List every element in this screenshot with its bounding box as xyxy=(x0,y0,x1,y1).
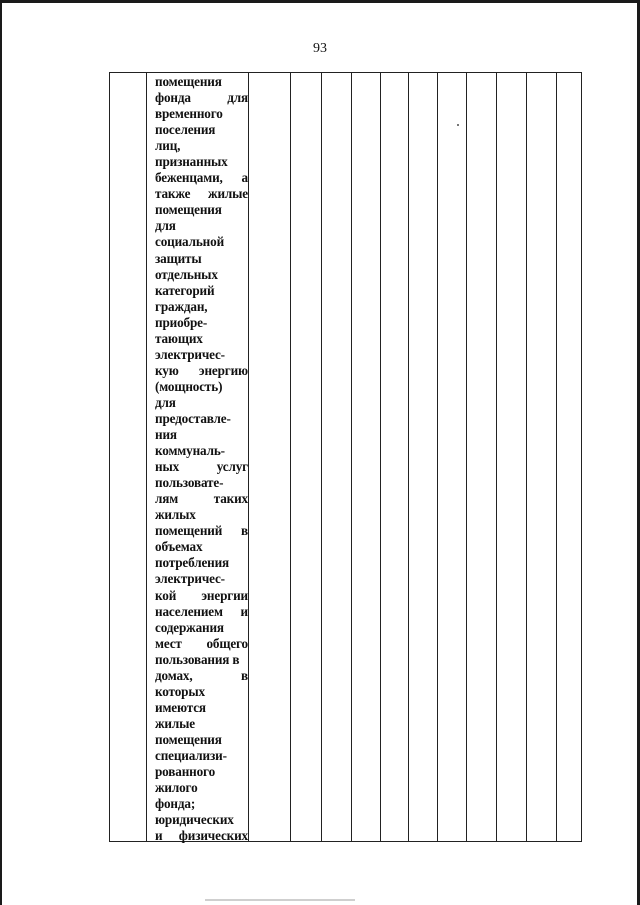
cell-word: энергию xyxy=(198,362,248,378)
cell-line xyxy=(155,636,248,652)
column-divider xyxy=(380,72,381,842)
cell-word: а xyxy=(241,170,248,186)
cell-word: и xyxy=(155,828,163,844)
cell-line: помещения xyxy=(155,74,222,89)
cell-word: помещений xyxy=(155,523,223,539)
cell-line: электричес- xyxy=(155,346,225,362)
cell-line: специализи- xyxy=(155,747,227,763)
cell-line: жилые xyxy=(155,715,195,731)
cell-line: пользования в xyxy=(155,651,240,667)
column-divider xyxy=(496,72,497,842)
cell-word: таких xyxy=(213,491,248,507)
cell-line: рованного xyxy=(155,764,216,780)
cell-line: фонда; xyxy=(155,796,196,812)
cell-line: поселения xyxy=(155,122,216,138)
cell-line xyxy=(155,170,248,186)
column-divider xyxy=(248,72,249,842)
cell-line: приобре- xyxy=(155,314,208,330)
cell-word: домах, xyxy=(155,667,193,683)
column-divider xyxy=(321,72,322,842)
cell-line: жилого xyxy=(155,780,198,796)
cell-line: (мощность) xyxy=(155,378,223,394)
cell-line xyxy=(155,491,248,507)
cell-line xyxy=(155,604,248,620)
scan-bottom-mark xyxy=(205,899,355,901)
column-divider xyxy=(556,72,557,842)
column-divider xyxy=(146,72,147,842)
cell-word: также xyxy=(155,186,191,202)
cell-line xyxy=(155,828,248,844)
cell-line xyxy=(155,588,248,604)
cell-line: лиц, xyxy=(155,138,181,154)
column-divider xyxy=(437,72,438,842)
cell-line: жилых xyxy=(155,507,196,523)
cell-word: для xyxy=(227,90,248,106)
cell-word: физических xyxy=(178,828,248,844)
cell-word: энергии xyxy=(201,587,248,603)
cell-word: жилые xyxy=(208,186,248,202)
cell-line: тающих xyxy=(155,330,203,346)
cell-line: временного xyxy=(155,106,223,122)
cell-line: категорий xyxy=(155,282,215,298)
cell-line: которых xyxy=(155,683,205,699)
cell-line: помещения xyxy=(155,202,222,218)
cell-word: кую xyxy=(155,362,179,378)
cell-line: юридических xyxy=(155,812,234,828)
column-divider xyxy=(526,72,527,842)
cell-line xyxy=(155,90,248,106)
cell-line xyxy=(155,668,248,684)
scan-edge-top xyxy=(0,0,640,3)
cell-word: фонда xyxy=(155,90,191,106)
page-number: 93 xyxy=(313,41,327,56)
description-cell xyxy=(155,74,248,844)
cell-line: коммуналь- xyxy=(155,443,225,459)
cell-line: ния xyxy=(155,427,177,443)
cell-line: для xyxy=(155,394,176,410)
cell-line: признанных xyxy=(155,154,228,170)
cell-word: в xyxy=(241,667,248,683)
cell-line: пользовате- xyxy=(155,475,224,491)
cell-line xyxy=(155,523,248,539)
cell-word: общего xyxy=(206,635,248,651)
cell-line: помещения xyxy=(155,731,222,747)
cell-line xyxy=(155,459,248,475)
column-divider xyxy=(351,72,352,842)
column-divider xyxy=(408,72,409,842)
cell-line xyxy=(155,186,248,202)
cell-word: кой xyxy=(155,587,177,603)
scan-speck xyxy=(457,124,459,126)
cell-line: граждан, xyxy=(155,298,208,314)
cell-line: отдельных xyxy=(155,266,218,282)
cell-word: населением xyxy=(155,603,223,619)
cell-line xyxy=(155,363,248,379)
cell-line: предоставле- xyxy=(155,410,231,426)
cell-word: мест xyxy=(155,635,182,651)
column-divider xyxy=(290,72,291,842)
cell-line: для xyxy=(155,218,176,234)
cell-line: защиты xyxy=(155,250,202,266)
scan-edge-left xyxy=(0,0,2,905)
cell-line: электричес- xyxy=(155,571,225,587)
cell-word: беженцами, xyxy=(155,170,223,186)
cell-word: и xyxy=(240,603,248,619)
cell-word: лям xyxy=(155,491,179,507)
cell-line: социальной xyxy=(155,234,225,250)
cell-line: содержания xyxy=(155,619,224,635)
column-divider xyxy=(466,72,467,842)
cell-word: в xyxy=(241,523,248,539)
cell-word: услуг xyxy=(216,459,248,475)
cell-line: потребления xyxy=(155,555,230,571)
cell-line: имеются xyxy=(155,699,206,715)
cell-word: ных xyxy=(155,459,180,475)
cell-line: объемах xyxy=(155,539,203,555)
